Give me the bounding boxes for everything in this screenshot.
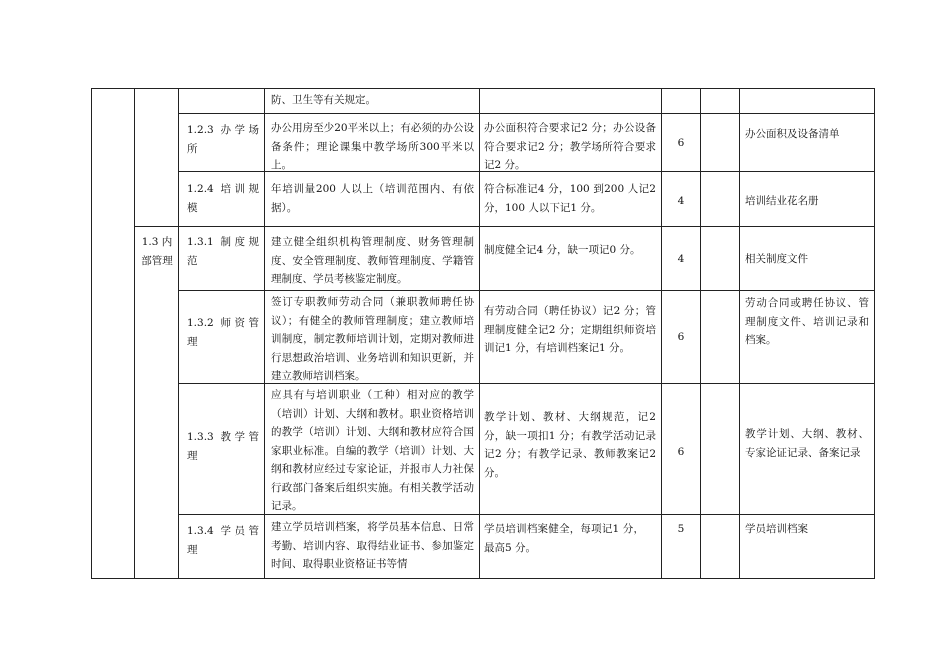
row-5-requirement: 应具有与培训职业（工种）相对应的教学（培训）计划、大纲和教材。职业资格培训的教学（培训）计划、大纲和教材应符合国家职业标准。自编的教学（培训）计划、大纲和教材应经过专家论证，并报市人力社保行政部门备案后组织实施。有相关教学活动记录。	[271, 389, 474, 512]
table-border-top	[91, 88, 875, 89]
row-1-documents: 办公面积及设备清单	[745, 128, 840, 140]
row-3-documents: 相关制度文件	[745, 253, 808, 265]
row-divider-1	[178, 113, 875, 114]
col-divider-1	[134, 88, 135, 579]
row-2-criteria: 符合标准记4 分，100 到200 人记2 分，100 人以下记1 分。	[484, 183, 656, 214]
row-1-sub-item: 1.2.3 办学场所	[187, 124, 259, 155]
col-divider-4	[479, 88, 480, 579]
table-border-right	[874, 88, 875, 579]
row-5-sub-item: 1.3.3 教学管理	[187, 431, 259, 462]
table-border-left	[91, 88, 92, 579]
row-6-sub-item: 1.3.4 学员管理	[187, 525, 259, 556]
col-divider-6	[700, 88, 701, 579]
row-2-sub-item: 1.2.4 培训规模	[187, 183, 259, 214]
row-6-points: 5	[677, 523, 685, 535]
row-3-requirement: 建立健全组织机构管理制度、财务管理制度、安全管理制度、教师管理制度、学籍管理制度、学员考核鉴定制度。	[271, 236, 474, 285]
table-border-bottom	[91, 578, 875, 579]
row-1-requirement: 办公用房至少20平米以上；有必须的办公设备条件；理论课集中教学场所300平米以上。	[271, 122, 474, 171]
row-1-points: 6	[677, 137, 685, 149]
row-2-points: 4	[677, 195, 685, 207]
col-divider-7	[739, 88, 740, 579]
evaluation-table	[91, 88, 875, 579]
row-5-points: 6	[677, 446, 685, 458]
row-4-documents: 劳动合同或聘任协议、管理制度文件、培训记录和档案。	[745, 297, 869, 346]
row-5-criteria: 教学计划、教材、大纲规范，记2 分，缺一项扣1 分；有教学活动记录记2 分；有教学记录、教师教案记2 分。	[484, 411, 656, 479]
row-4-criteria: 有劳动合同（聘任协议）记2 分；管理制度健全记2 分；定期组织师资培训记1 分，有培训档案记1 分。	[484, 305, 656, 354]
row-4-sub-item: 1.3.2 师资管理	[187, 317, 259, 348]
row-3-sub-item: 1.3.1 制度规范	[187, 236, 259, 267]
row-divider-3	[134, 226, 875, 227]
row-3-points: 4	[677, 253, 685, 265]
row-2-documents: 培训结业花名册	[745, 195, 819, 207]
row-2-requirement: 年培训量200 人以上（培训范围内、有依据）。	[271, 183, 474, 214]
row-6-requirement: 建立学员培训档案，将学员基本信息、日常考勤、培训内容、取得结业证书、参加鉴定时间、取得职业资格证书等情	[271, 521, 474, 570]
row-6-criteria: 学员培训档案健全，每项记1 分，最高5 分。	[484, 523, 644, 554]
row-4-requirement: 签订专职教师劳动合同（兼职教师聘任协议）；有健全的教师管理制度；建立教师培训制度，制定教师培训计划，定期对教师进行思想政治培训、业务培训和知识更新，并建立教师培训档案。	[271, 296, 474, 382]
section-label: 1.3 内部管理	[141, 236, 173, 267]
row-6-documents: 学员培训档案	[745, 523, 808, 535]
col-divider-2	[178, 88, 179, 579]
col-divider-3	[264, 88, 265, 579]
row-3-criteria: 制度健全记4 分，缺一项记0 分。	[484, 244, 641, 256]
row-1-criteria: 办公面积符合要求记2 分；办公设备符合要求记2 分；教学场所符合要求记2 分。	[484, 122, 656, 171]
row-4-points: 6	[677, 331, 685, 343]
row-divider-4	[178, 290, 875, 291]
row-0-requirement: 防、卫生等有关规定。	[271, 94, 376, 106]
row-5-documents: 教学计划、大纲、教材、专家论证记录、备案记录	[745, 428, 869, 459]
